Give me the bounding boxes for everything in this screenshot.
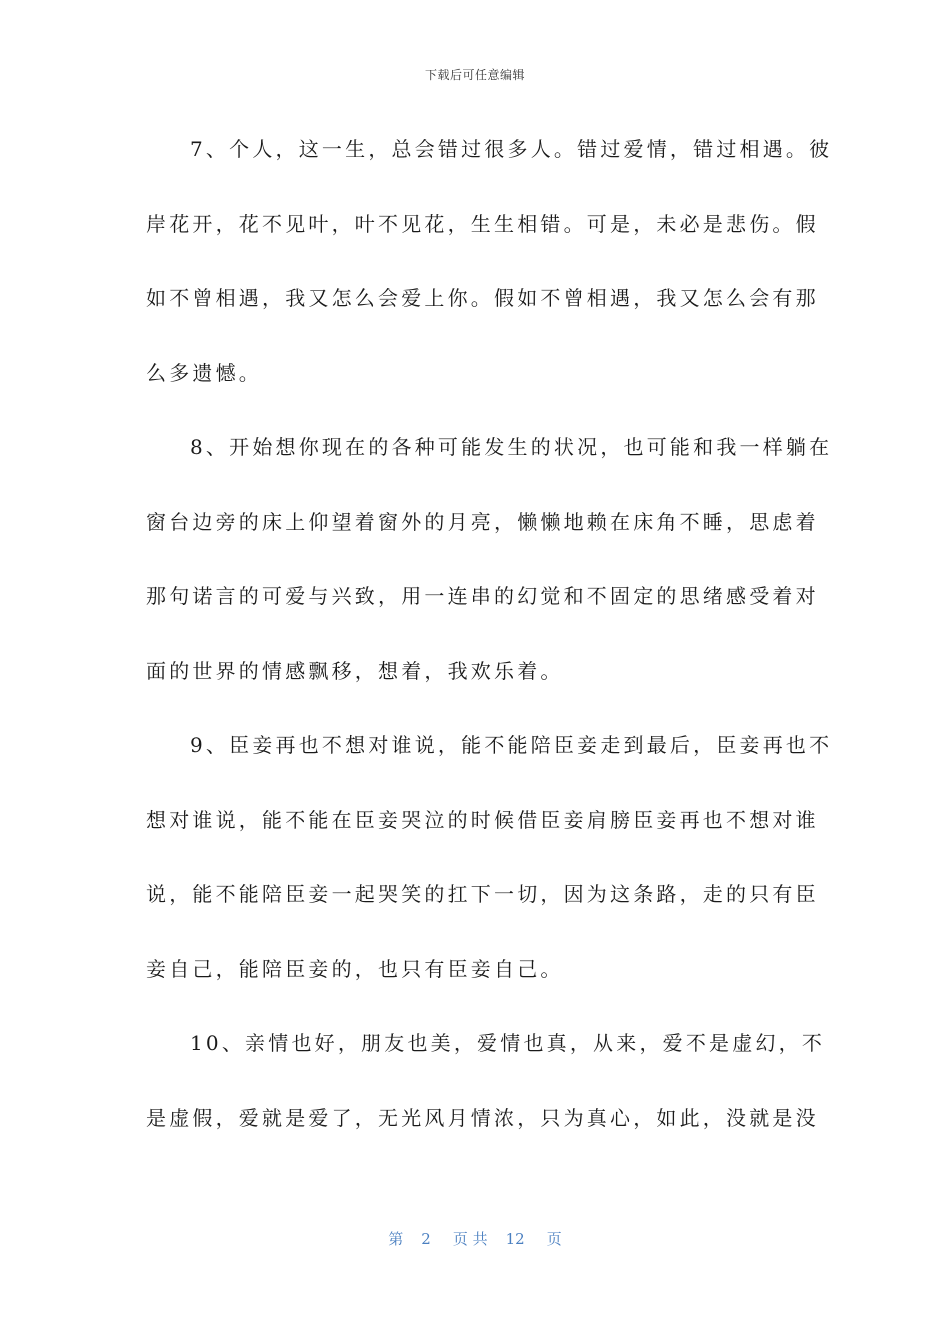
page-number: 2 — [421, 1230, 431, 1248]
text-line: 面的世界的情感飘移，想着，我欢乐着。 — [146, 658, 564, 683]
text-line: 是虚假，爱就是爱了，无光风月情浓，只为真心，如此，没就是没 — [146, 1105, 819, 1130]
text-line: 么多遗憾。 — [146, 360, 262, 385]
document-body — [146, 112, 833, 1155]
header-note: 下载后可任意编辑 — [424, 68, 525, 82]
text-line: 窗台边旁的床上仰望着窗外的月亮，懒懒地赖在床角不睡，思虑着 — [146, 509, 819, 534]
text-line: 7、个人，这一生，总会错过很多人。错过爱情，错过相遇。彼 — [190, 137, 833, 161]
text-line: 妾自己，能陪臣妾的，也只有臣妾自己。 — [146, 956, 564, 981]
text-line: 想对谁说，能不能在臣妾哭泣的时候借臣妾肩膀臣妾再也不想对谁 — [146, 807, 819, 832]
text-line: 9、臣妾再也不想对谁说，能不能陪臣妾走到最后，臣妾再也不 — [190, 733, 833, 757]
paragraph-8 — [146, 410, 833, 708]
page-suffix: 页 — [546, 1230, 562, 1248]
paragraph-9 — [146, 708, 833, 1006]
page-footer — [0, 1228, 950, 1249]
text-line: 10、亲情也好，朋友也美，爱情也真，从来，爱不是虚幻，不 — [190, 1031, 826, 1055]
paragraph-7 — [146, 112, 833, 410]
text-line: 那句诺言的可爱与兴致，用一连串的幻觉和不固定的思绪感受着对 — [146, 584, 819, 608]
page-mid: 页 共 — [452, 1230, 488, 1248]
page-prefix: 第 — [388, 1230, 404, 1248]
paragraph-10 — [146, 1006, 826, 1155]
text-line: 说，能不能陪臣妾一起哭笑的扛下一切，因为这条路，走的只有臣 — [146, 882, 819, 906]
text-line: 8、开始想你现在的各种可能发生的状况，也可能和我一样躺在 — [190, 435, 833, 459]
text-line: 如不曾相遇，我又怎么会爱上你。假如不曾相遇，我又怎么会有那 — [146, 286, 819, 310]
total-pages: 12 — [505, 1230, 525, 1248]
text-line: 岸花开，花不见叶，叶不见花，生生相错。可是，未必是悲伤。假 — [146, 211, 819, 236]
